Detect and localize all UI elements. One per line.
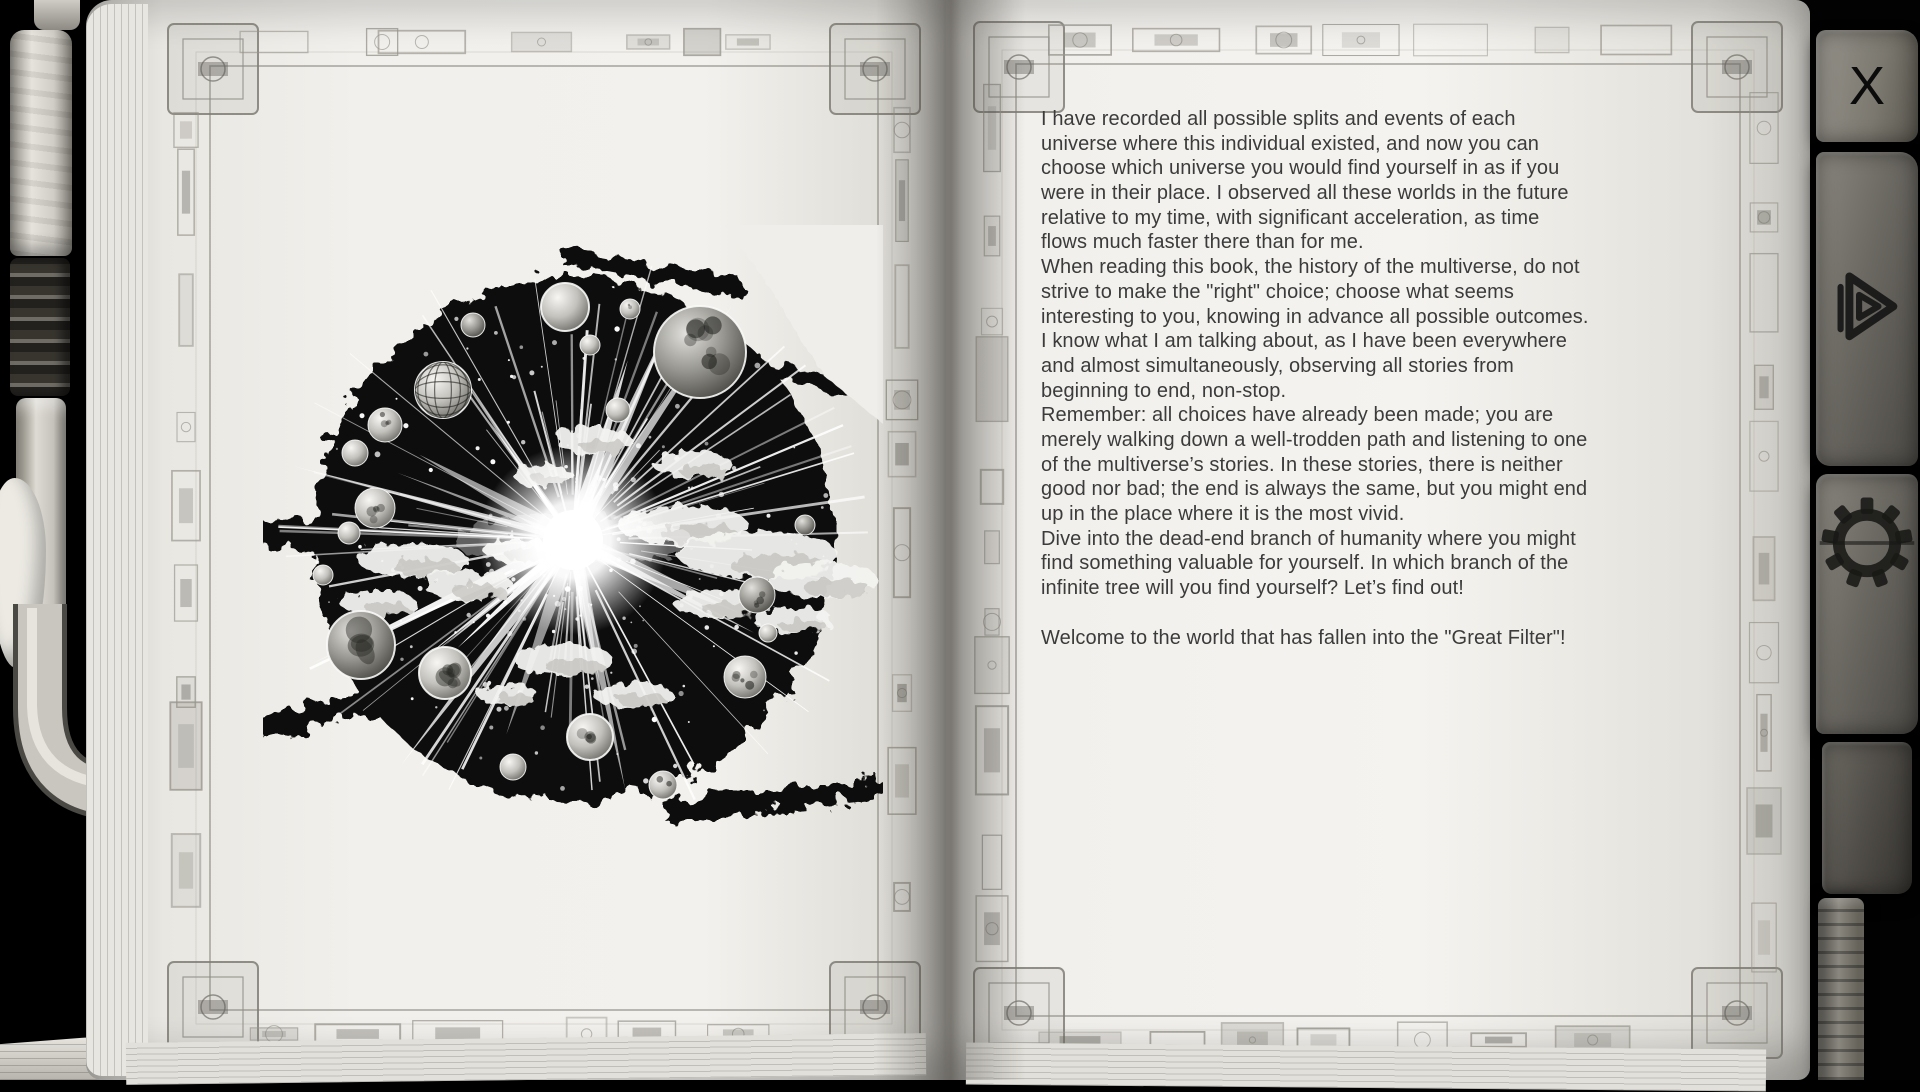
pipe-cylinder bbox=[10, 30, 72, 256]
story-text bbox=[1041, 107, 1589, 650]
stone-block bbox=[1822, 742, 1912, 894]
story-paragraph: Remember: all choices have already been made; you are merely walking down a well-trodden path and listening to one of the multiverse’s stories. In these stories, there is neither good nor bad; the end is always the same, but you might end up in the place where it is the most vivid. bbox=[1041, 404, 1588, 525]
pipe-coupling bbox=[10, 258, 70, 396]
close-x-icon: X bbox=[1848, 56, 1886, 116]
gear-icon bbox=[1817, 488, 1917, 598]
stone-pillar bbox=[1818, 898, 1864, 1080]
story-paragraph: I have recorded all possible splits and events of each universe where this individual existed, and now you can choose which universe you would find yourself in as if you were in their place. I observed all these worlds in the future relative to my time, with significant acceleration, as time flows much faster there than for me. bbox=[1041, 108, 1569, 254]
right-page bbox=[946, 0, 1810, 1080]
story-paragraph-welcome: Welcome to the world that has fallen into the "Great Filter"! bbox=[1041, 626, 1566, 649]
settings-button[interactable] bbox=[1816, 474, 1918, 734]
left-page bbox=[86, 0, 946, 1080]
page-edge-bottom-right bbox=[966, 1043, 1766, 1092]
open-book bbox=[86, 0, 1810, 1080]
story-paragraph: When reading this book, the history of the multiverse, do not strive to make the "right" choice; choose what seems interesting to you, knowing in advance all possible outcomes. I know what I am talking about, as I have been everywhere and almost simultaneously, observing all stories from beginning to end, non-stop. bbox=[1041, 256, 1589, 402]
story-paragraph: Dive into the dead-end branch of humanity where you might find something valuable for yourself. In which branch of the infinite tree will you find yourself? Let’s find out! bbox=[1041, 527, 1576, 600]
rune-button[interactable] bbox=[1816, 152, 1918, 466]
stone-sidebar bbox=[1808, 0, 1920, 1080]
left-machinery bbox=[0, 0, 90, 1080]
big-bang-illustration bbox=[263, 225, 883, 845]
triangle-rune-icon bbox=[1823, 259, 1911, 359]
close-button[interactable] bbox=[1816, 30, 1918, 142]
pipe-cap bbox=[34, 0, 80, 30]
page-edge-stack bbox=[86, 4, 148, 1076]
